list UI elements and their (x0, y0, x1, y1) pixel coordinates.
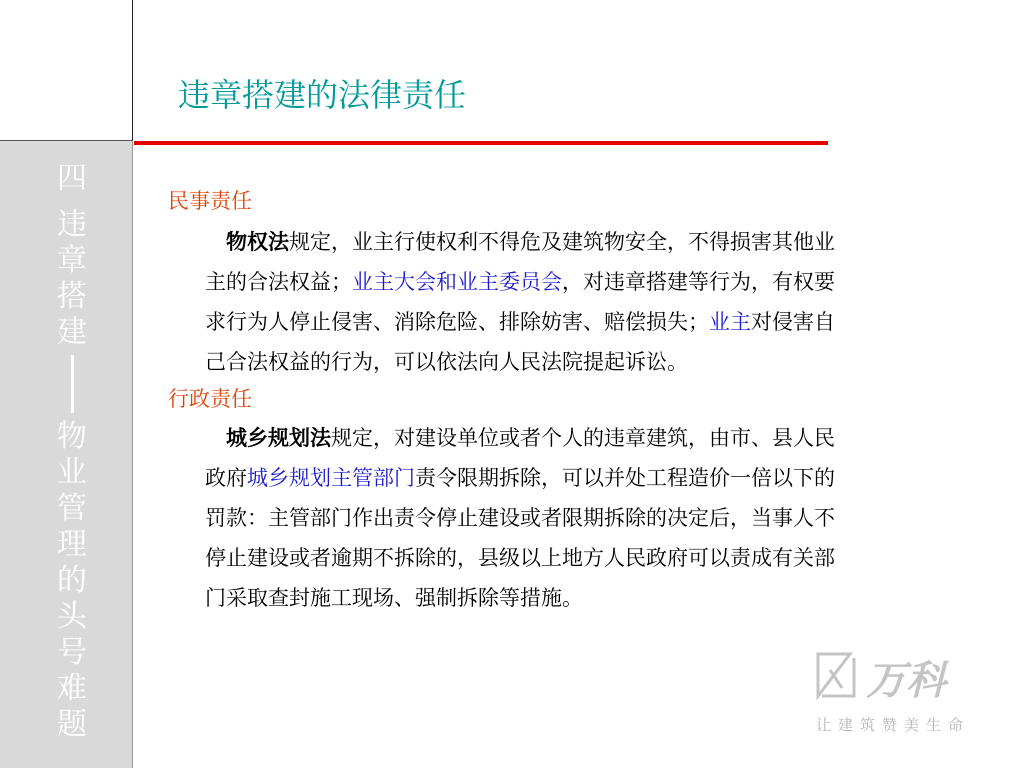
paragraph-administrative (205, 418, 980, 618)
text-line: 己合法权益的行为，可以依法向人民法院提起诉讼。 (205, 350, 688, 374)
text-span: 对侵害自 (751, 310, 835, 334)
text-span: 规定，业主行使权利不得危及建筑物安全，不得损害其他业 (289, 230, 835, 254)
text-line: 罚款：主管部门作出责令停止建设或者限期拆除的决定后，当事人不 (205, 506, 835, 530)
logo-slogan: 让建筑赞美生命 (816, 716, 971, 734)
text-line (205, 418, 980, 458)
sidebar (0, 141, 133, 768)
page-title: 违章搭建的法律责任 (178, 76, 467, 114)
text-span: 规定，对建设单位或者个人的违章建筑，由市、县人民 (331, 426, 835, 450)
text-span: ，对违章搭建等行为，有权要 (562, 270, 835, 294)
section-heading-civil: 民事责任 (168, 189, 252, 213)
sidebar-vertical-title (52, 161, 92, 743)
sidebar-subtitle-char: 的 (57, 563, 87, 598)
text-line (205, 302, 980, 342)
top-vertical-divider (132, 0, 133, 142)
text-line: 停止建设或者逾期不拆除的，县级以上地方人民政府可以责成有关部 (205, 546, 835, 570)
text-line (205, 458, 980, 498)
text-span: 求行为人停止侵害、消除危险、排除妨害、赔偿损失； (205, 310, 709, 334)
sidebar-subtitle-char: 号 (57, 635, 87, 670)
sidebar-dash (71, 355, 74, 413)
highlight-term: 城乡规划主管部门 (247, 466, 415, 490)
sidebar-subtitle-char: 难 (57, 671, 87, 706)
vanke-logo (812, 648, 982, 738)
sidebar-subtitle-char: 业 (57, 455, 87, 490)
sidebar-number: 四 (57, 161, 87, 196)
highlight-term: 业主 (709, 310, 751, 334)
sidebar-subtitle-char: 头 (57, 599, 87, 634)
text-line (205, 222, 980, 262)
sidebar-title-char: 建 (57, 315, 87, 350)
sidebar-subtitle-char: 题 (57, 707, 87, 742)
text-span: 主的合法权益； (205, 270, 352, 294)
text-span: 政府 (205, 466, 247, 490)
sidebar-subtitle-char: 物 (57, 419, 87, 454)
paragraph-civil (205, 222, 980, 382)
sidebar-title-char: 搭 (57, 279, 87, 314)
section-heading-administrative: 行政责任 (168, 387, 252, 411)
law-name: 物权法 (226, 229, 289, 254)
sidebar-subtitle-char: 管 (57, 491, 87, 526)
text-line (205, 262, 980, 302)
highlight-term: 业主大会和业主委员会 (352, 270, 562, 294)
sidebar-subtitle-char: 理 (57, 527, 87, 562)
text-span: 责令限期拆除，可以并处工程造价一倍以下的 (415, 466, 835, 490)
title-underline (134, 141, 828, 145)
law-name: 城乡规划法 (226, 425, 331, 450)
sidebar-title-char: 章 (57, 243, 87, 278)
sidebar-title-char: 违 (57, 207, 87, 242)
logo-wordmark: 万科 (866, 658, 946, 704)
text-line: 门采取查封施工现场、强制拆除等措施。 (205, 586, 583, 610)
